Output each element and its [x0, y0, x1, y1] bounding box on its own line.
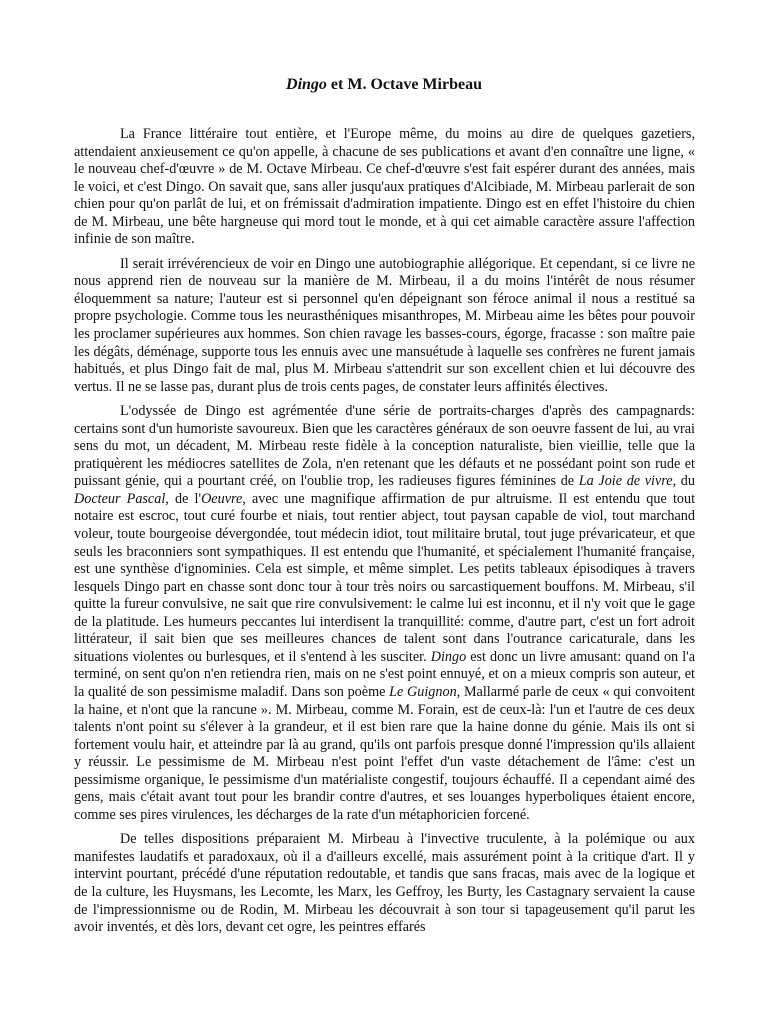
italic-text: Dingo	[430, 648, 467, 665]
italic-text: La Joie de vivre	[578, 473, 673, 490]
document-title	[0, 75, 768, 95]
text-run: est donc un livre amusant: quand on l'a terminé, on sent qu'on n'en retiendra rien, mais on ne s'est point ennuyé, et on a mieux compris son auteur, et la qualité de son pessimisme maladif. Dans son poème	[74, 648, 695, 700]
text-run: La France littéraire tout entière, et l'Europe même, du moins au dire de quelques gazetiers, attendaient anxieusement ce qu'on appelle, à chacune de ses publications et avant d'en connaître une ligne, « le nouveau chef-d'œuvre » de M. Octave Mirbeau. Ce chef-d'œuvre s'est fait espérer durant des années, mais le voici, et c'est Dingo. On savait que, sans aller jusqu'aux pratiques d'Alcibiade, M. Mirbeau parlerait de son chien pour qu'on parlât de lui, et on frémissait d'admiration impatiente. Dingo est en effet l'histoire du chien de M. Mirbeau, une bête hargneuse qui mord tout le monde, et à qui cet aimable caractère assure l'affection infinie de son maître.	[74, 126, 695, 248]
title-rest: et M. Octave Mirbeau	[326, 76, 482, 93]
text-run: , de l'	[165, 490, 202, 507]
text-run: Il serait irrévérencieux de voir en Dingo une autobiographie allégorique. Et cependant, si ce livre ne nous apprend rien de nouveau sur la manière de M. Mirbeau, il a du moins l'intérêt de nous résumer éloquemment sa nature; l'auteur est si personnel qu'en dépeignant son féroce animal il nous a restitué sa propre psychologie. Comme tous les neurasthéniques misanthropes, M. Mirbeau aime les bêtes pour pouvoir les proclamer supérieures aux hommes. Son chien ravage les basses-cours, égorge, fracasse : son maître paie les dégâts, déménage, supporte tous les ennuis avec une mansuétude à laquelle ses confrères ne furent jamais habitués, et plus Dingo fait de mal, plus M. Mirbeau s'attendrit sur son excellent chien et lui découvre des vertus. Il ne se lasse pas, durant plus de trois cents pages, de constater leurs affinités électives.	[74, 255, 695, 395]
italic-text: Le Guignon	[389, 683, 457, 700]
paragraph	[74, 403, 695, 824]
paragraph	[74, 831, 695, 936]
title-italic: Dingo	[286, 76, 327, 93]
text-run: , Mallarmé parle de ceux « qui convoitent la haine, et n'ont que la rancune ». M. Mirbeau, comme M. Forain, est de ceux-là: l'un et l'autre de ces deux talents n'ont point su s'élever à la grandeur, et il est bien rare que la haine donne du génie. Mais ils ont si fortement voulu hair, et atteindre par là au grand, qu'ils ont parfois presque donné l'impression qu'ils allaient y réussir. Le pessimisme de M. Mirbeau n'est point l'effet d'un vaste détachement de l'âme: c'est un pessimisme organique, le pessimisme d'un matérialiste congestif, toujours échauffé. Il a cependant aimé des gens, mais c'était avant tout pour les brandir contre d'autres, et ses louanges hyperboliques étaient encore, comme ses pires virulences, les décharges de la rate d'un métaphoricien forcené.	[74, 683, 696, 823]
italic-text: Oeuvre	[201, 490, 243, 507]
text-run: , avec une magnifique affirmation de pur altruisme. Il est entendu que tout notaire est escroc, tout curé fourbe et niais, tout rentier abject, tout paysan capable de viol, tout marchand voleur, toute bourgeoise dévergondée, tout médecin idiot, tout militaire brutal, tout juge prévaricateur, et que seuls les braconniers sont sympathiques. Il est entendu que l'humanité, et spécialement l'humanité française, est une synthèse d'ignominies. Cela est simple, et même simplet. Les petits tableaux épisodiques à travers lesquels Dingo part en chasse sont donc tour à tour très noirs ou sarcastiquement bouffons. M. Mirbeau, s'il quitte la fureur convulsive, ne sait que rire convulsivement: le calme lui est inconnu, et il n'y voit que le gage de la platitude. Les humeurs peccantes lui interdisent la tranquillité: comme, d'autre part, c'est un fort adroit littérateur, il sait bien que ses meilleures chances de talent sont dans l'outrance caricaturale, dans les situations violentes ou burlesques, et il s'entend à les susciter.	[74, 490, 696, 665]
paragraph	[74, 256, 695, 396]
paragraph	[74, 126, 695, 249]
text-run: , du	[672, 473, 695, 490]
document-body	[74, 126, 695, 944]
text-run: L'odyssée de Dingo est agrémentée d'une série de portraits-charges d'après des campagnards: certains sont d'un humoriste savoureux. Bien que les caractères généraux de son oeuvre fassent de lui, au vrai sens du mot, un décadent, M. Mirbeau reste fidèle à la conception naturaliste, bien vieillie, telle que la pratiquèrent les médiocres satellites de Zola, n'en retenant que les défauts et ne possédant point son rude et puissant génie, qui a pourtant créé, on l'oublie trop, les radieuses figures féminines de	[74, 403, 695, 490]
text-run: De telles dispositions préparaient M. Mirbeau à l'invective truculente, à la polémique ou aux manifestes laudatifs et paradoxaux, où il a d'ailleurs excellé, mais assurément point à la critique d'art. Il y intervint pourtant, précédé d'une réputation redoutable, et tandis que sans fracas, mais avec de la logique et de la culture, les Huysmans, les Lecomte, les Marx, les Geffroy, les Burty, les Castagnary servaient la cause de l'impressionnisme ou de Rodin, M. Mirbeau les découvrait à son tour si tapageusement qu'il parut les avoir inventés, et dès lors, devant cet ogre, les peintres effarés	[74, 831, 695, 936]
italic-text: Docteur Pascal	[74, 490, 166, 507]
